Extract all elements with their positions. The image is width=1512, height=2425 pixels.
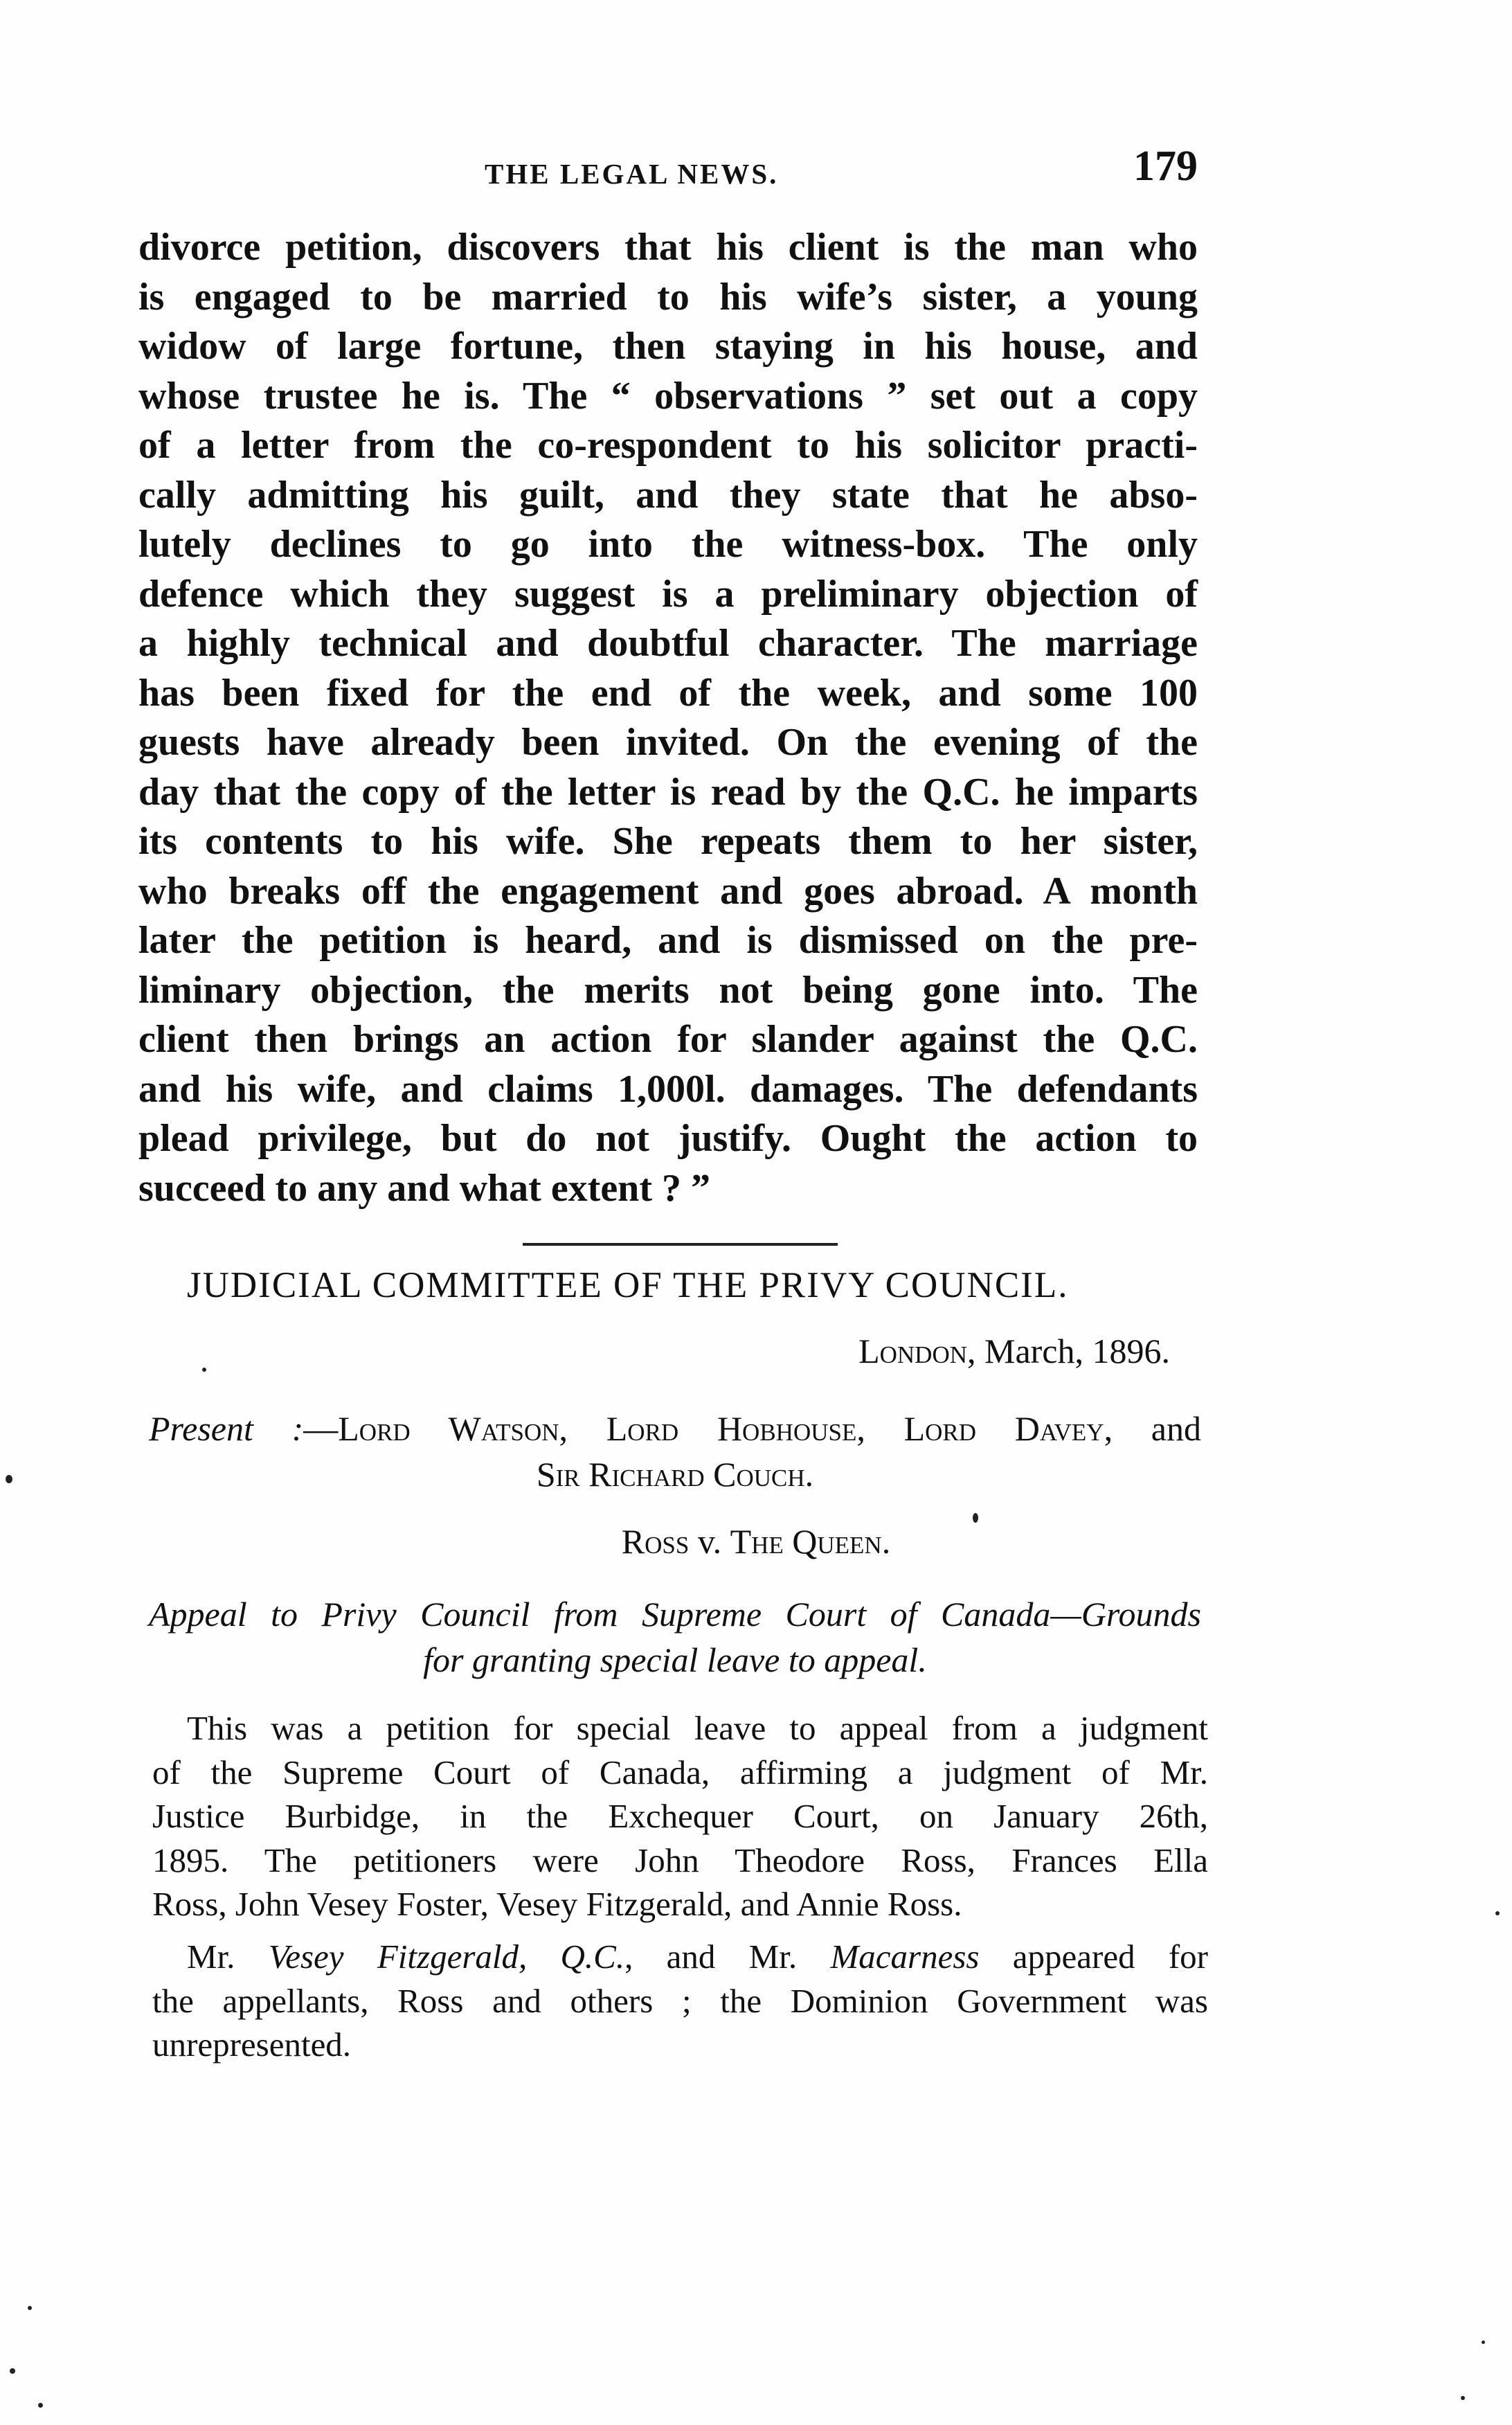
case-party: Ross bbox=[621, 1522, 690, 1561]
dateline bbox=[858, 1331, 1170, 1371]
paragraph-line: the appellants, Ross and others ; the Dominion Government was bbox=[152, 1981, 1208, 2020]
present-dash: — bbox=[303, 1409, 339, 1448]
text-run: Mr. bbox=[187, 1938, 269, 1976]
judge-name: Lord Watson bbox=[338, 1409, 559, 1448]
paragraph bbox=[152, 1935, 1208, 2067]
scan-speck bbox=[1461, 2396, 1465, 2400]
paragraph-line: 1895. The petitioners were John Theodore Ross, Frances Ella bbox=[152, 1841, 1208, 1879]
counsel-name: Macarness bbox=[830, 1938, 980, 1976]
body-line: day that the copy of the letter is read by the Q.C. he imparts bbox=[138, 770, 1198, 814]
paragraph-line bbox=[152, 1935, 1208, 1979]
present-row bbox=[149, 1451, 1201, 1497]
body-line: defence which they suggest is a preliminary objection of bbox=[138, 572, 1198, 616]
body-line: liminary objection, the merits not being gone into. The bbox=[138, 968, 1198, 1012]
section-heading: JUDICIAL COMMITTEE OF THE PRIVY COUNCIL. bbox=[187, 1265, 1069, 1305]
dateline-date: , March, 1896. bbox=[967, 1332, 1170, 1370]
section-divider bbox=[523, 1243, 838, 1246]
body-line: its contents to his wife. She repeats them to her sister, bbox=[138, 820, 1198, 863]
dateline-place: London bbox=[858, 1332, 967, 1370]
body-line: guests have already been invited. On the evening of the bbox=[138, 721, 1198, 764]
page-number: 179 bbox=[1133, 143, 1198, 190]
paragraph-line: of the Supreme Court of Canada, affirming a judgment of Mr. bbox=[152, 1753, 1208, 1791]
present-label: Present : bbox=[149, 1409, 304, 1448]
body-line: lutely declines to go into the witness-box. The only bbox=[138, 523, 1198, 566]
journal-title: THE LEGAL NEWS. bbox=[485, 158, 779, 190]
headnote-line: for granting special leave to appeal. bbox=[423, 1640, 927, 1679]
text-run: appeared for bbox=[979, 1938, 1209, 1976]
body-line: is engaged to be married to his wife’s sister, a young bbox=[138, 275, 1198, 319]
body-line: whose trustee he is. The “ observations ” set out a copy bbox=[138, 374, 1198, 418]
body-line: later the petition is heard, and is dismissed on the pre- bbox=[138, 919, 1198, 962]
body-line: of a letter from the co-respondent to his solicitor practi- bbox=[138, 424, 1198, 467]
running-header bbox=[485, 142, 1198, 190]
body-line: cally admitting his guilt, and they state that he abso- bbox=[138, 473, 1198, 517]
body-line: has been fixed for the end of the week, and some 100 bbox=[138, 671, 1198, 715]
paragraph-line: Justice Burbidge, in the Exchequer Court, on January 26th, bbox=[152, 1797, 1208, 1835]
body-line: who breaks off the engagement and goes abroad. A month bbox=[138, 869, 1198, 913]
body-line: and his wife, and claims 1,000l. damages. The defendants bbox=[138, 1067, 1198, 1111]
body-text bbox=[138, 223, 1198, 1213]
paragraph-line: Ross, John Vesey Foster, Vesey Fitzgerald, and Annie Ross. bbox=[152, 1885, 962, 1923]
headnote-line: Appeal to Privy Council from Supreme Court of Canada—Grounds bbox=[149, 1595, 1201, 1634]
present-row: Present :—Lord Watson, Lord Hobhouse, Lord Davey, and bbox=[149, 1409, 1201, 1448]
case-title bbox=[0, 1521, 1512, 1562]
judge-name: Lord Hobhouse bbox=[606, 1409, 857, 1448]
present-conjunction: and bbox=[1151, 1409, 1201, 1448]
scan-speck bbox=[38, 2403, 43, 2408]
scan-speck bbox=[28, 2306, 32, 2310]
paragraph bbox=[152, 1706, 1208, 1926]
judge-name: Lord Davey bbox=[903, 1409, 1104, 1448]
body-line: succeed to any and what extent ? ” bbox=[138, 1166, 710, 1210]
scan-speck bbox=[1482, 2341, 1485, 2344]
body-line: client then brings an action for slander against the Q.C. bbox=[138, 1018, 1198, 1061]
counsel-name: Vesey Fitzgerald, Q.C. bbox=[268, 1938, 625, 1976]
paragraph-line: unrepresented. bbox=[152, 2025, 352, 2064]
case-party: The Queen. bbox=[730, 1522, 891, 1561]
text-run: , and Mr. bbox=[624, 1938, 831, 1976]
paragraph-line: This was a petition for special leave to appeal from a judgment bbox=[187, 1709, 1208, 1747]
body-line: plead privilege, but do not justify. Ought the action to bbox=[138, 1117, 1198, 1160]
body-line: a highly technical and doubtful character. The marriage bbox=[138, 622, 1198, 665]
headnote bbox=[149, 1591, 1201, 1683]
body-line: divorce petition, discovers that his client is the man who bbox=[138, 226, 1198, 269]
scan-speck bbox=[202, 1368, 206, 1372]
case-versus: v. bbox=[689, 1522, 730, 1561]
scan-speck bbox=[1495, 1911, 1500, 1915]
present-judges bbox=[149, 1406, 1201, 1497]
judge-name: Sir Richard Couch. bbox=[536, 1455, 814, 1494]
scan-speck bbox=[973, 1513, 978, 1523]
scan-speck bbox=[6, 1475, 12, 1483]
scan-speck bbox=[10, 2368, 15, 2374]
body-line: widow of large fortune, then staying in his house, and bbox=[138, 325, 1198, 368]
